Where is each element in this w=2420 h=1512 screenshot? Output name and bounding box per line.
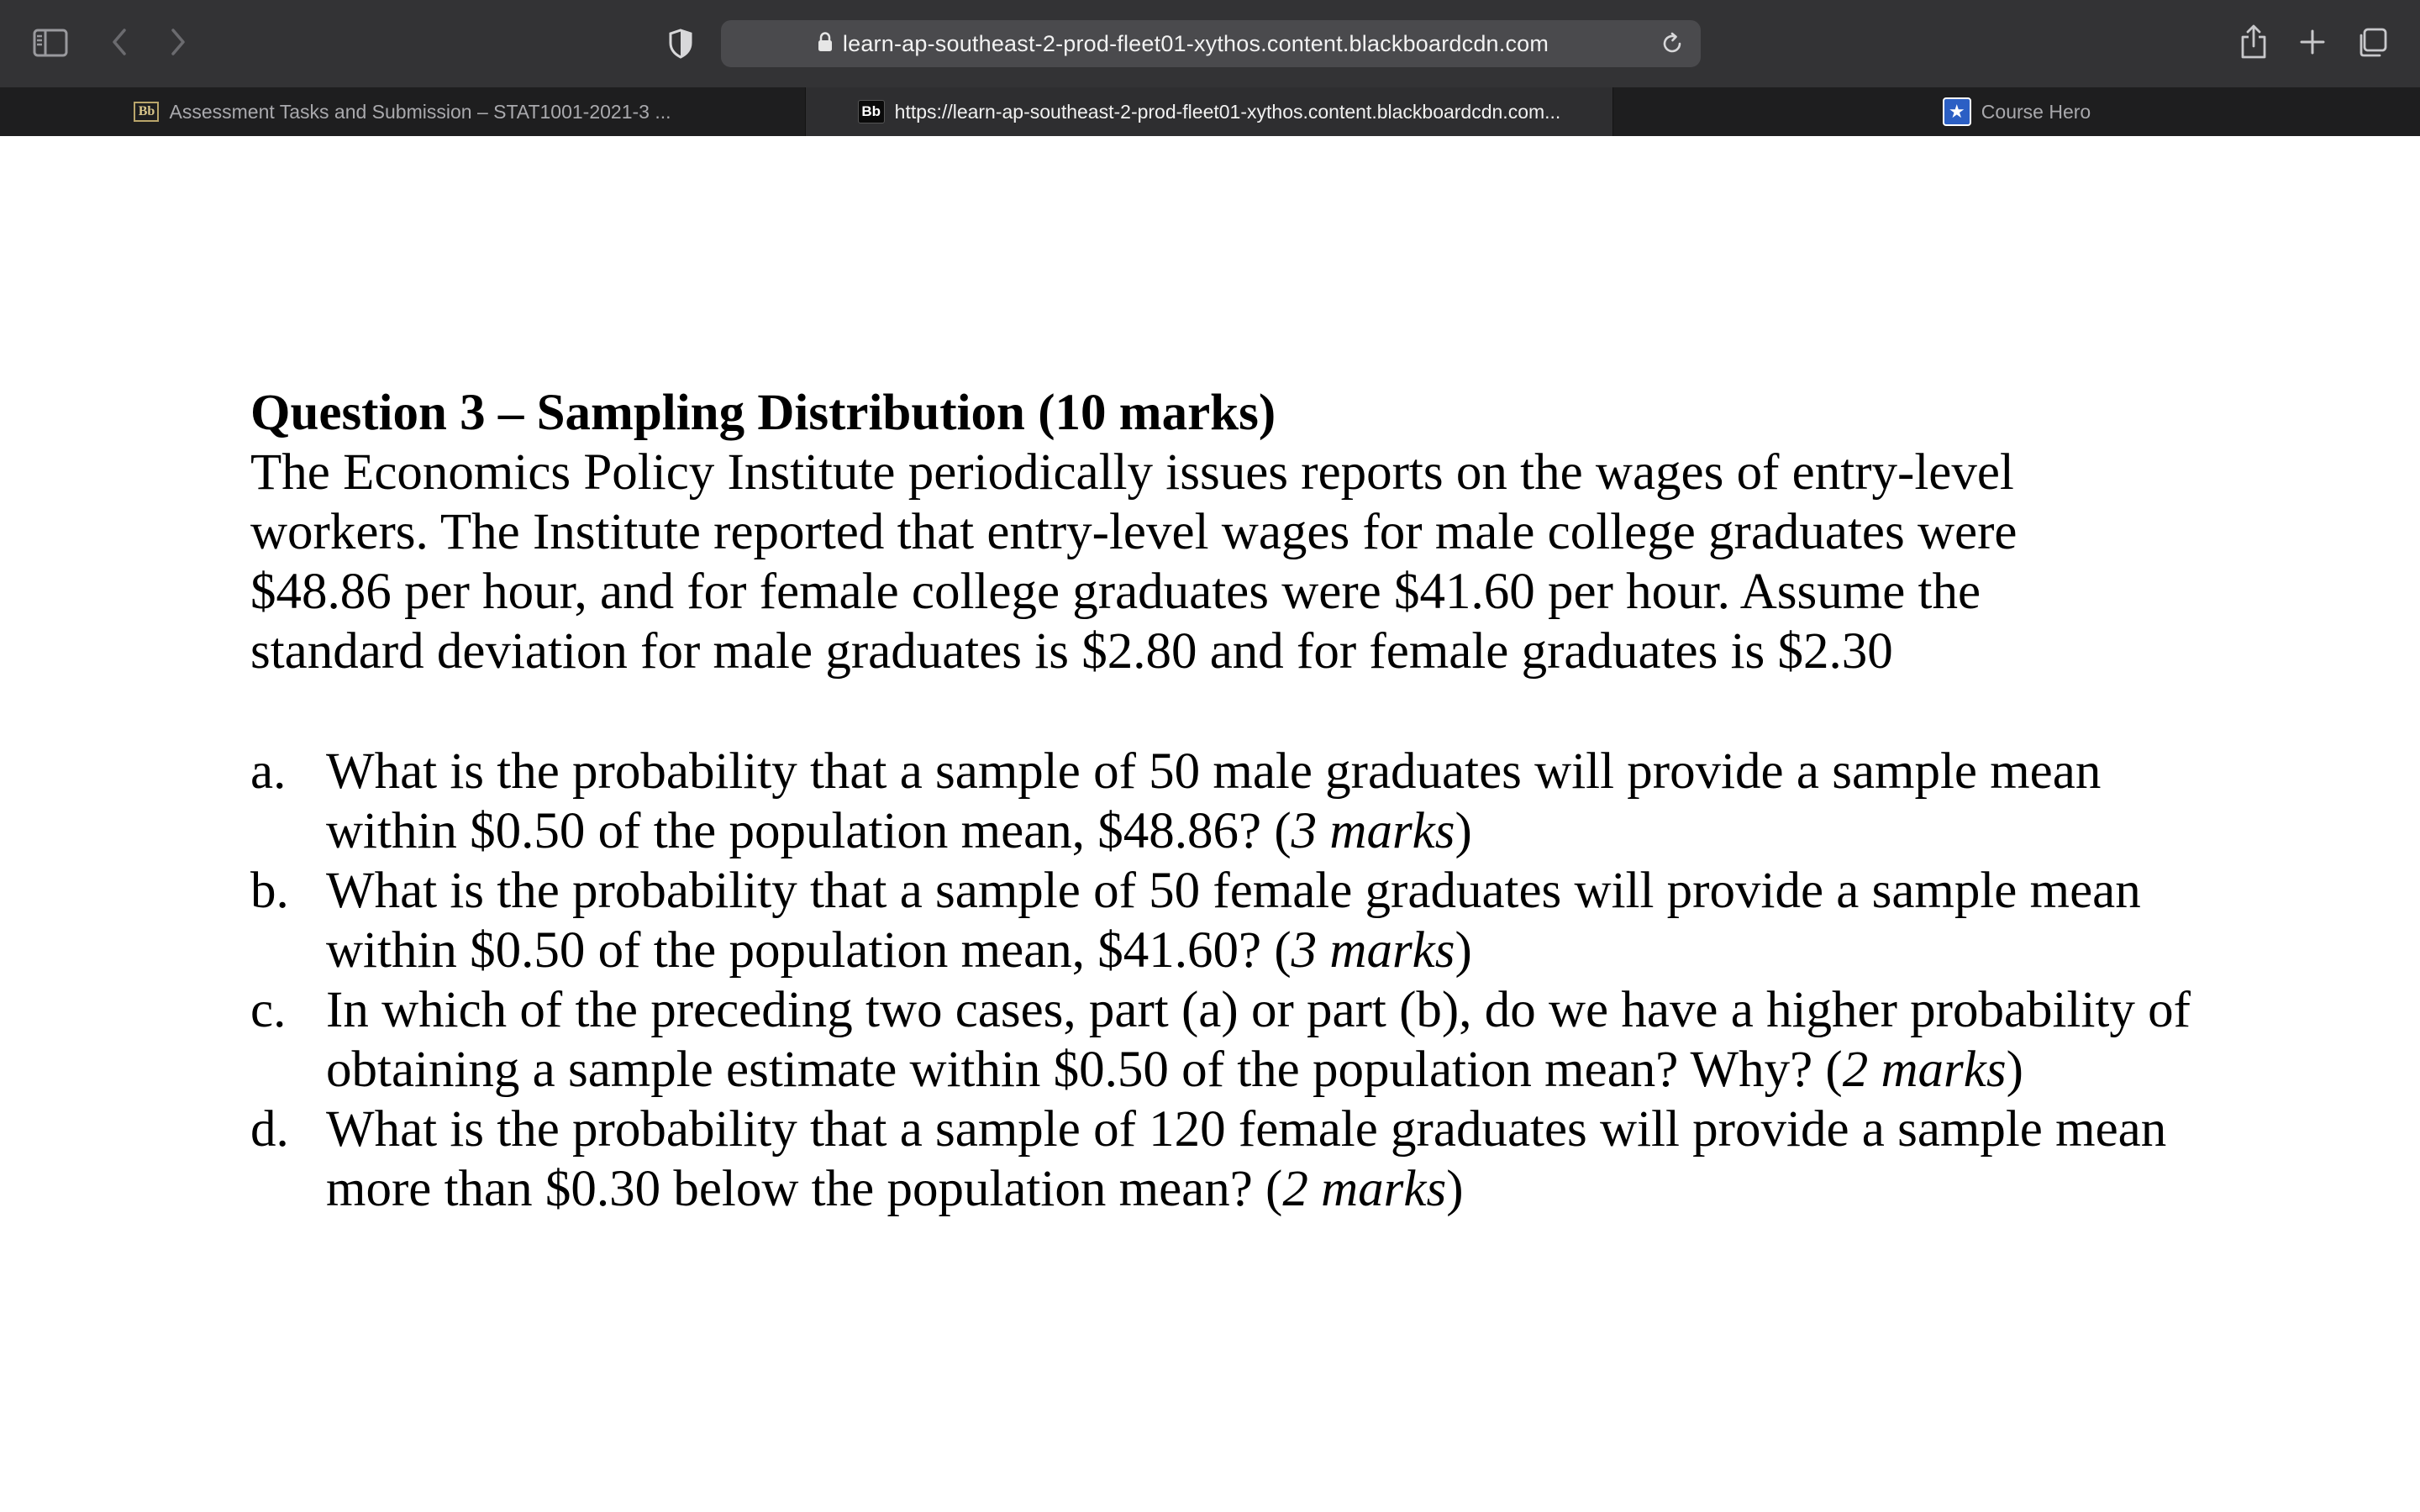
question-block (250, 384, 2217, 1219)
tab-course-hero[interactable] (1613, 87, 2420, 136)
browser-toolbar (0, 0, 2420, 87)
question-title: Question 3 – Sampling Distribution (10 marks) (250, 385, 1276, 441)
question-part-b (250, 861, 2217, 980)
part-letter: a. (250, 743, 287, 800)
part-marks: 3 marks (1291, 922, 1455, 979)
address-bar[interactable] (721, 20, 1701, 67)
part-text: What is the probability that a sample of 50 female graduates will provide a sample mean within $0.50 of the population mean, $41.60? ( (326, 863, 2141, 979)
part-marks: 3 marks (1291, 803, 1455, 859)
tab-label: Course Hero (1981, 100, 2091, 123)
question-body: The Economics Policy Institute periodically issues reports on the wages of entry-level workers. The Institute reported that entry-level wages for male college graduates were $48.86 per hour, and for female college graduates were $41.60 per hour. Assume the standard deviation for male graduates is $2.80 and for female graduates is $2.30 (250, 444, 2018, 680)
share-icon[interactable] (2235, 20, 2272, 64)
tab-bar (0, 87, 2420, 136)
part-letter: d. (250, 1101, 289, 1158)
tab-blackboard-document[interactable] (805, 87, 1613, 136)
lock-icon (818, 32, 833, 56)
sidebar-icon[interactable] (32, 27, 69, 59)
part-close: ) (1455, 803, 1472, 859)
tab-overview-icon[interactable] (2353, 24, 2391, 62)
reload-icon[interactable] (1655, 27, 1689, 60)
question-parts-list (250, 742, 2217, 1219)
blackboard-favicon-icon: Bb (858, 100, 885, 123)
course-hero-favicon-icon: ★ (1943, 97, 1971, 126)
address-field[interactable] (721, 20, 1645, 67)
part-text: What is the probability that a sample of 120 female graduates will provide a sample mean more than $0.30 below the population mean? ( (326, 1101, 2167, 1217)
chevron-right-icon[interactable] (160, 24, 197, 60)
part-marks: 2 marks (1282, 1161, 1447, 1217)
question-part-a (250, 742, 2217, 861)
part-close: ) (2006, 1042, 2023, 1098)
tab-label: https://learn-ap-southeast-2-prod-fleet01-xythos.content.blackboardcdn.com... (894, 100, 1561, 123)
shield-icon[interactable] (664, 25, 697, 62)
url-text: learn-ap-southeast-2-prod-fleet01-xythos.content.blackboardcdn.com (842, 30, 1549, 56)
tab-label: Assessment Tasks and Submission – STAT1001-2021-3 ... (169, 100, 671, 123)
tab-assessment-tasks[interactable] (0, 87, 805, 136)
question-part-c (250, 980, 2217, 1100)
chevron-left-icon[interactable] (101, 24, 138, 60)
plus-icon[interactable] (2294, 24, 2331, 60)
part-close: ) (1446, 1161, 1464, 1217)
part-letter: b. (250, 863, 289, 919)
part-text: In which of the preceding two cases, part (a) or part (b), do we have a higher probability of obtaining a sample estimate within $0.50 of the population mean? Why? ( (326, 982, 2191, 1098)
question-part-d (250, 1100, 2217, 1219)
document-viewer (0, 136, 2420, 1512)
part-text: What is the probability that a sample of 50 male graduates will provide a sample mean within $0.50 of the population mean, $48.86? ( (326, 743, 2102, 859)
blackboard-favicon-icon: Bb (134, 102, 159, 122)
part-marks: 2 marks (1842, 1042, 2007, 1098)
part-letter: c. (250, 982, 287, 1038)
part-close: ) (1455, 922, 1472, 979)
